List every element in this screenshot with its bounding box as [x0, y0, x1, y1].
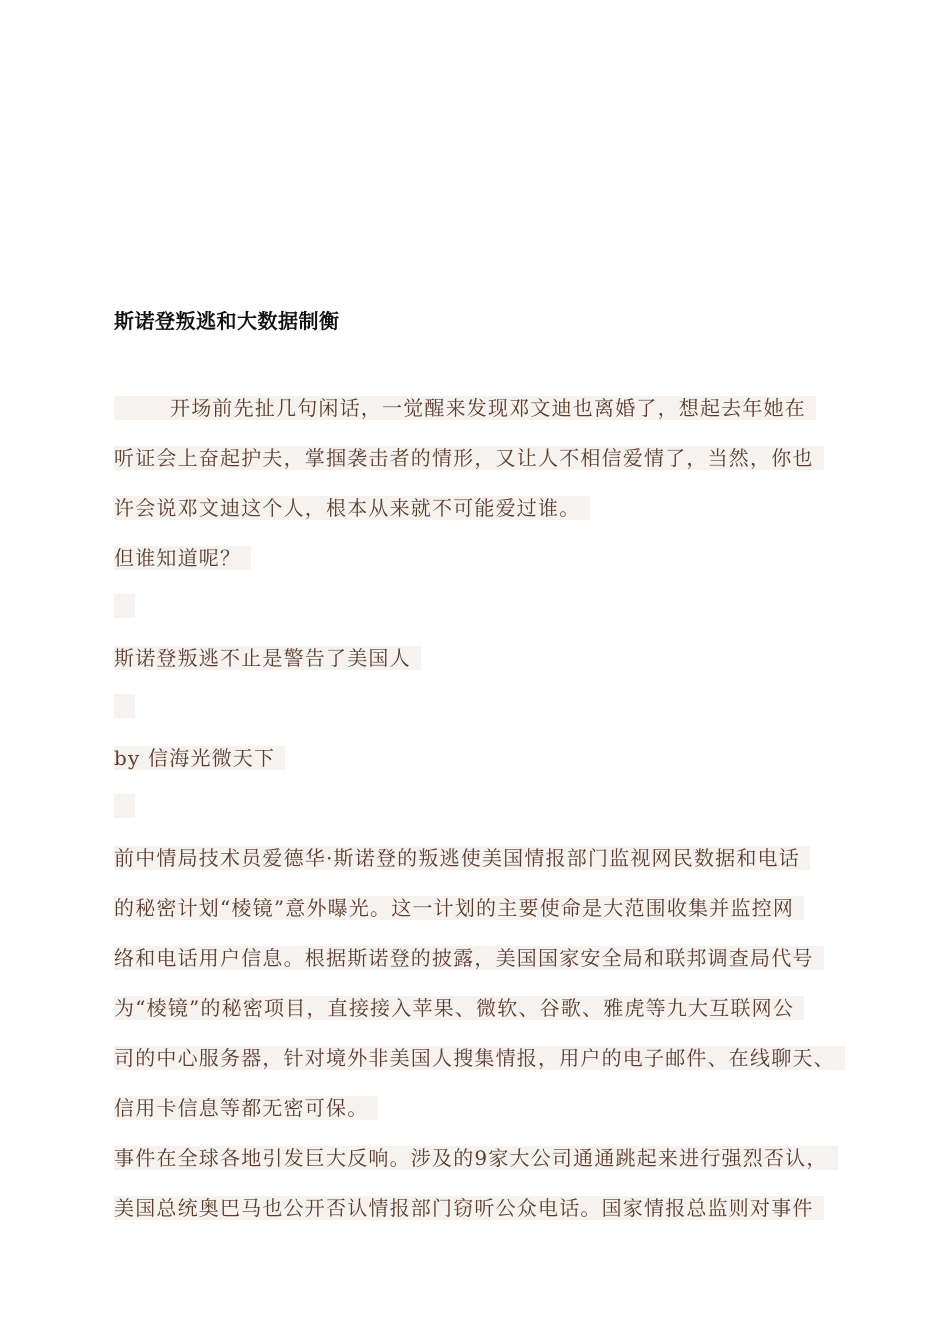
- empty-line-mark: [114, 694, 135, 718]
- paragraph-1-line-2: 听证会上奋起护夫，掌掴袭击者的情形，又让人不相信爱情了，当然，你也: [114, 443, 824, 473]
- paragraph-2-line-4: 为“棱镜”的秘密项目，直接接入苹果、微软、谷歌、雅虎等九大互联网公: [114, 993, 804, 1023]
- paragraph-2-line-6: 信用卡信息等都无密可保。: [114, 1093, 378, 1123]
- paragraph-2-line-5: 司的中心服务器，针对境外非美国人搜集情报，用户的电子邮件、在线聊天、: [114, 1043, 845, 1073]
- document-title: 斯诺登叛逃和大数据制衡: [114, 309, 340, 333]
- byline: by 信海光微天下: [114, 743, 285, 773]
- subtitle-line: 斯诺登叛逃不止是警告了美国人: [114, 643, 421, 673]
- empty-line-mark: [114, 794, 135, 818]
- paragraph-1-line-1: 开场前先扯几句闲话，一觉醒来发现邓文迪也离婚了，想起去年她在: [114, 393, 816, 423]
- paragraph-2-line-2: 的秘密计划“棱镜”意外曝光。这一计划的主要使命是大范围收集并监控网: [114, 893, 804, 923]
- paragraph-3-line-2: 美国总统奥巴马也公开否认情报部门窃听公众电话。国家情报总监则对事件: [114, 1193, 824, 1223]
- paragraph-2-line-3: 络和电话用户信息。根据斯诺登的披露，美国国家安全局和联邦调查局代号: [114, 943, 824, 973]
- question-line: 但谁知道呢？: [114, 543, 251, 573]
- empty-line-mark: [114, 594, 135, 618]
- paragraph-3-line-1: 事件在全球各地引发巨大反响。涉及的9家大公司通通跳起来进行强烈否认，: [114, 1143, 838, 1173]
- paragraph-1-line-3: 许会说邓文迪这个人，根本从来就不可能爱过谁。: [114, 493, 590, 523]
- paragraph-2-line-1: 前中情局技术员爱德华·斯诺登的叛逃使美国情报部门监视网民数据和电话: [114, 843, 810, 873]
